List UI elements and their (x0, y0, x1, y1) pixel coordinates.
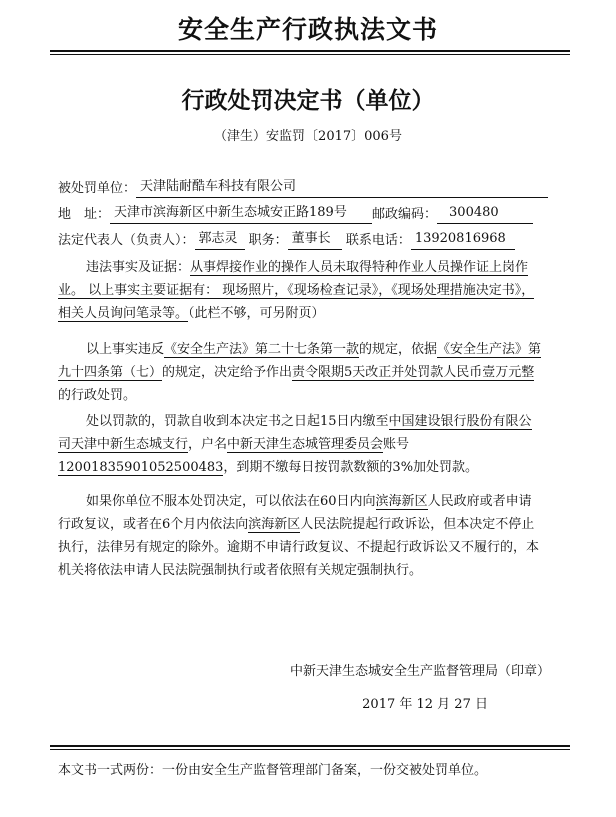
basis-text-4: 的行政处罚。 (58, 388, 137, 403)
title-value: 董事长 (288, 230, 342, 250)
document-title: 行政处罚决定书（单位） (181, 87, 435, 114)
appeal-court: 滨海新区 (248, 517, 301, 532)
payment-account-name: 中新天津生态城管理委员会 (227, 437, 384, 452)
party-value: 天津陆耐酷车科技有限公司 (136, 178, 548, 198)
postcode-label: 邮政编码： (372, 207, 438, 222)
representative-line (58, 230, 558, 252)
legal-basis-paragraph (58, 338, 544, 407)
basis-text-1: 以上事实违反 (86, 342, 165, 357)
facts-note: （此栏不够，可另附页） (188, 306, 325, 321)
postcode-value: 300480 (437, 204, 533, 224)
rep-label: 法定代表人（负责人）： (58, 233, 195, 248)
issue-date: 2017 年 12 月 27 日 (362, 697, 488, 712)
payment-text-2: ，户名 (188, 437, 228, 452)
penalty-decision: 责令限期5天改正并处罚款人民币壹万元整 (292, 365, 535, 380)
phone-label: 联系电话： (345, 233, 411, 248)
address-label: 地 址： (58, 207, 111, 222)
issuing-authority: 中新天津生态城安全生产监督管理局（印章） (289, 664, 550, 679)
header-rule-thin (50, 54, 570, 55)
footer-note: 本文书一式两份：一份由安全生产监督管理部门备案，一份交被处罚单位。 (58, 763, 488, 778)
payment-paragraph (58, 410, 544, 479)
footer-rule-thin (50, 749, 570, 750)
payment-account-number: 12001835901052500483 (58, 460, 224, 475)
facts-lead: 违法事实及证据： (86, 260, 191, 275)
payment-text-3: 账号 (383, 437, 410, 452)
appeal-text-1: 如果你单位不服本处罚决定，可以依法在60日内向 (86, 494, 376, 509)
party-line (58, 178, 558, 200)
address-line (58, 204, 558, 226)
appeal-paragraph (58, 490, 544, 582)
facts-evidence: 从事焊接作业的操作人员未取得特种作业人员操作证上岗作业。 以上事实主要证据有： 现场照片，《现场检查记录》，《现场处理措施决定书》，相关人员询问笔录等。 (58, 260, 535, 321)
appeal-government: 滨海新区 (375, 494, 428, 509)
violation-facts-paragraph (58, 256, 544, 325)
title-label: 职务： (248, 233, 288, 248)
basis-text-3: 的规定，决定给予作出 (162, 365, 293, 380)
appeal-text-3: 人民法院提起行政诉讼，但本决定不停止执行，法律另有规定的除外。逾期不申请行政复议、不提起行政诉讼又不履行的，本机关将依法申请人民法院强制执行或者依照有关规定强制执行。 (58, 517, 540, 578)
payment-text-1: 处以罚款的，罚款自收到本决定书之日起15日内缴至 (86, 414, 389, 429)
header-rule-thick (50, 50, 570, 52)
basis-text-2: 的规定，依据 (359, 342, 438, 357)
rep-value: 郭志灵 (195, 230, 245, 250)
phone-value: 13920816968 (411, 230, 515, 250)
appeal-text-2: 人民政府或者申请行政复议，或者在6个月内依法向 (58, 494, 532, 532)
payment-bank: 中国建设银行股份有限公司天津中新生态城支行 (58, 414, 532, 452)
header-title: 安全生产行政执法文书 (177, 15, 438, 44)
violated-provision: 《安全生产法》第二十七条第一款 (164, 342, 360, 357)
payment-text-4: ，到期不缴每日按罚款数额的3%加处罚款。 (223, 460, 479, 475)
address-value: 天津市滨海新区中新生态城安正路189号 (110, 204, 372, 224)
party-label: 被处罚单位： (58, 181, 137, 196)
footer-rule-thick (50, 745, 570, 747)
penalty-provision: 《安全生产法》第九十四条第（七） (58, 342, 542, 380)
document-number: （津生）安监罚〔2017〕006号 (214, 129, 402, 144)
